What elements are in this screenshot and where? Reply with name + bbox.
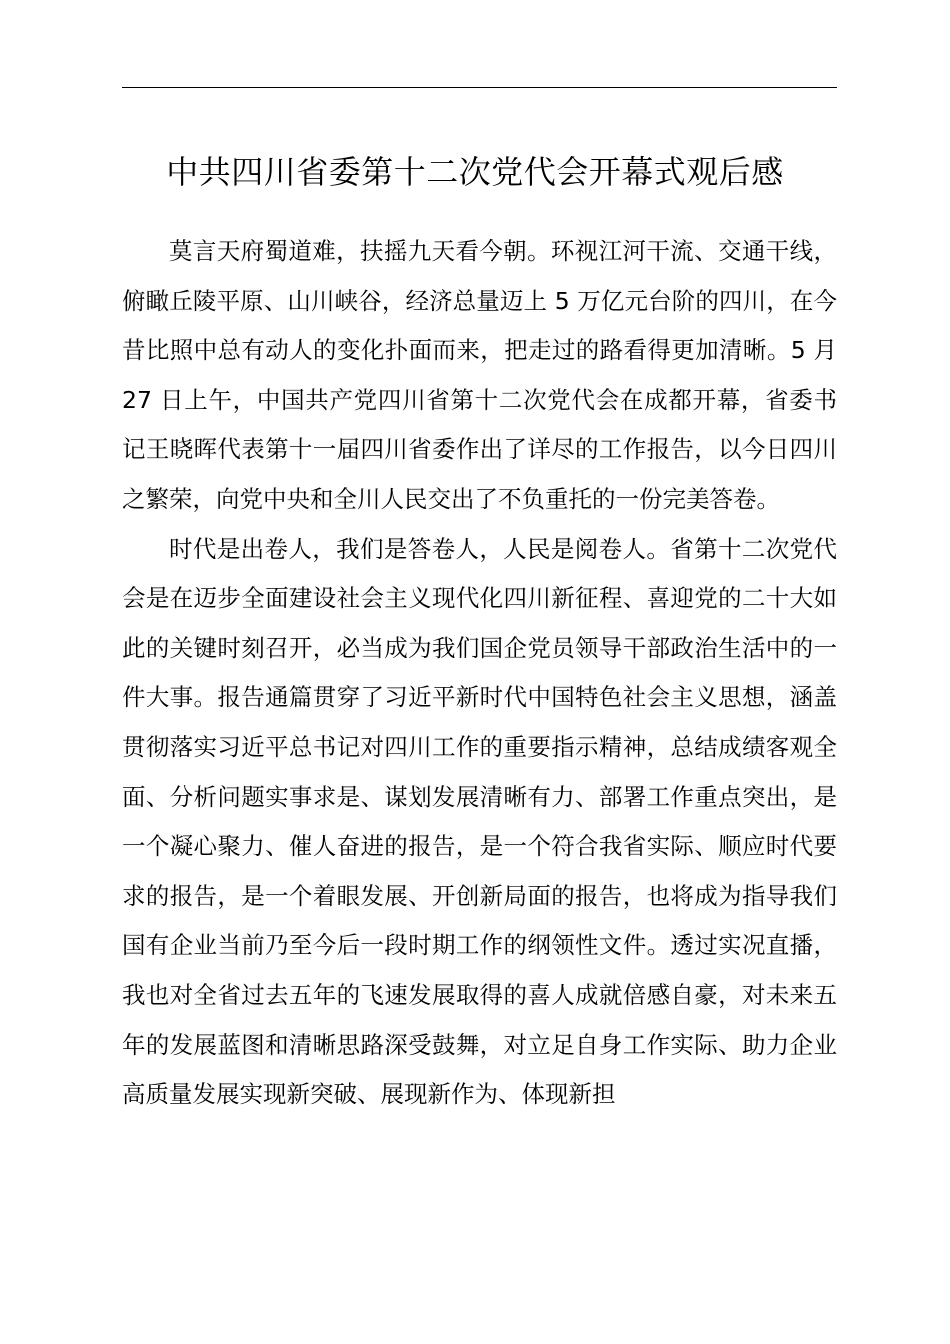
document-title: 中共四川省委第十二次党代会开幕式观后感 bbox=[166, 153, 784, 191]
header-rule bbox=[122, 87, 837, 88]
document-body bbox=[122, 227, 837, 1120]
paragraph-2: 时代是出卷人，我们是答卷人，人民是阅卷人。省第十二次党代会是在迈步全面建设社会主义现代化四川新征程、喜迎党的二十大如此的关键时刻召开，必当成为我们国企党员领导干部政治生活中的一件大事。报告通篇贯穿了习近平新时代中国特色社会主义思想，涵盖贯彻落实习近平总书记对四川工作的重要指示精神，总结成绩客观全面、分析问题实事求是、谋划发展清晰有力、部署工作重点突出，是一个凝心聚力、催人奋进的报告，是一个符合我省实际、顺应时代要求的报告，是一个着眼发展、开创新局面的报告，也将成为指导我们国有企业当前乃至今后一段时期工作的纲领性文件。透过实况直播，我也对全省过去五年的飞速发展取得的喜人成就倍感自豪，对未来五年的发展蓝图和清晰思路深受鼓舞，对立足自身工作实际、助力企业高质量发展实现新突破、展现新作为、体现新担 bbox=[122, 534, 837, 1109]
paragraph-1: 莫言天府蜀道难，扶摇九天看今朝。环视江河干流、交通干线，俯瞰丘陵平原、山川峡谷，经济总量迈上 5 万亿元台阶的四川，在今昔比照中总有动人的变化扑面而来，把走过的路看得更加清晰。5 月 27 日上午，中国共产党四川省第十二次党代会在成都开幕，省委书记王晓晖代表第十一届四川省委作出了详尽的工作报告，以今日四川之繁荣，向党中央和全川人民交出了不负重托的一份完美答卷。 bbox=[122, 237, 837, 513]
